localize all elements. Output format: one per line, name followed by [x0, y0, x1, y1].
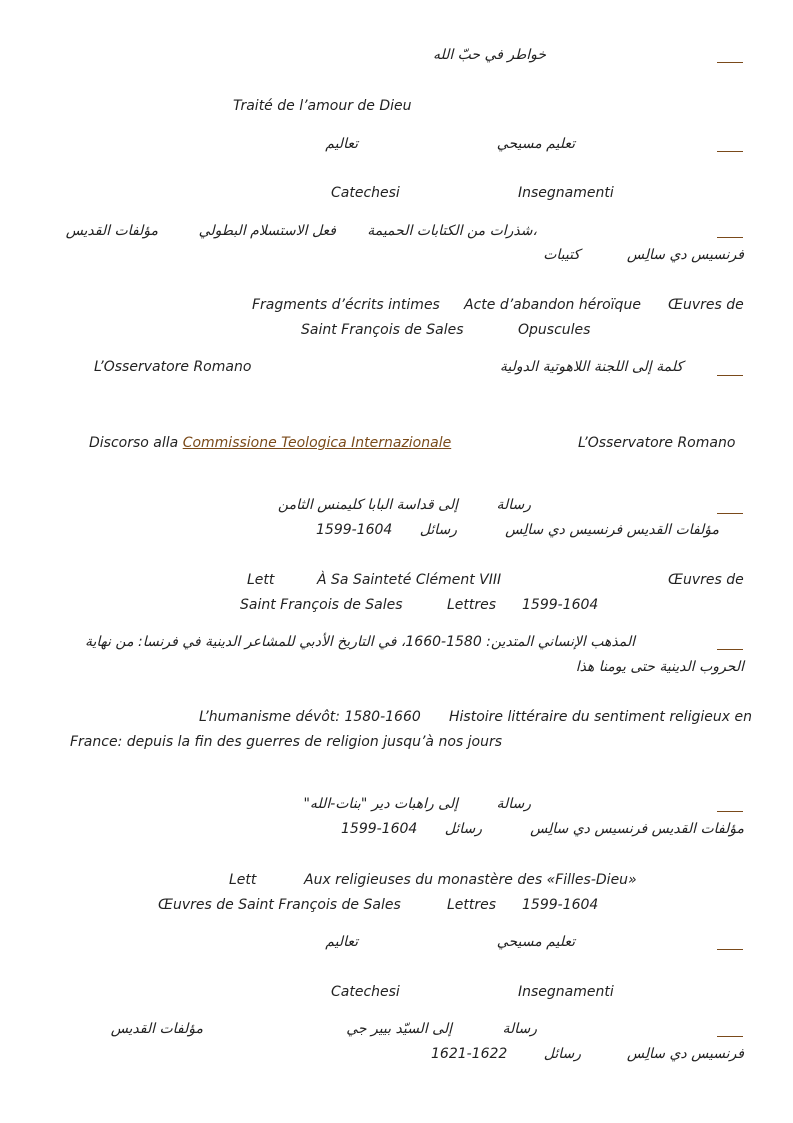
french-title: Aux religieuses du monastère des «Filles-Dieu»	[304, 872, 637, 888]
newspaper-name: L’Osservatore Romano	[578, 435, 736, 451]
french-title: Saint François de Sales	[240, 597, 403, 613]
arabic-title: مؤلفات القديس فرنسيس دي سالِس	[505, 522, 719, 538]
arabic-title: تعليم مسيحي	[496, 934, 575, 950]
arabic-title: رسالة	[496, 796, 531, 812]
french-title: L’humanisme dévôt: 1580-1660	[199, 709, 421, 725]
arabic-title: الحروب الدينية حتى يومنا هذا	[575, 659, 744, 675]
arabic-title: ،شذرات من الكتابات الحميمة	[367, 223, 537, 239]
footnote-rule	[717, 375, 743, 376]
arabic-title: إلى راهبات دير "بنات-الله"	[303, 796, 458, 812]
arabic-title: كلمة إلى اللجنة اللاهوتية الدولية	[499, 359, 683, 375]
french-title: À Sa Sainteté Clément VIII	[317, 572, 502, 588]
date-range: 1621-1622	[431, 1046, 508, 1062]
footnote-rule	[717, 811, 743, 812]
footnote-rule	[717, 649, 743, 650]
french-title: Catechesi	[331, 984, 400, 1000]
french-title: Lett	[229, 872, 257, 888]
arabic-title: مؤلفات القديس	[110, 1021, 203, 1037]
french-title: Lettres	[447, 897, 497, 913]
footnote-rule	[717, 237, 743, 238]
arabic-title: رسائل	[419, 522, 457, 538]
newspaper-name: L’Osservatore Romano	[94, 359, 252, 375]
arabic-title: رسالة	[502, 1021, 537, 1037]
footnote-rule	[717, 949, 743, 950]
french-title: Histoire littéraire du sentiment religieux en	[449, 709, 752, 725]
footnote-rule	[717, 513, 743, 514]
arabic-title: فرنسيس دي سالِس	[626, 247, 744, 263]
arabic-title: فرنسيس دي سالِس	[626, 1046, 744, 1062]
commission-link[interactable]: Commissione Teologica Internazionale	[182, 435, 452, 451]
french-title: Œuvres de	[668, 297, 744, 313]
french-title: Insegnamenti	[518, 185, 614, 201]
arabic-title: فعل الاستسلام البطولي	[198, 223, 336, 239]
footnote-rule	[717, 1036, 743, 1037]
french-title: France: depuis la fin des guerres de religion jusqu’à nos jours	[70, 734, 503, 750]
arabic-title: مؤلفات القديس فرنسيس دي سالِس	[530, 821, 744, 837]
date-range: 1599-1604	[341, 821, 418, 837]
arabic-title: المذهب الإنساني المتدين: 1580-1660، في التاريخ الأدبي للمشاعر الدينية في فرنسا: من نهاية	[84, 634, 635, 650]
footnote-rule	[717, 151, 743, 152]
french-title: Lett	[247, 572, 275, 588]
arabic-title: كتيبات	[543, 247, 580, 263]
date-range: 1599-1604	[522, 597, 599, 613]
date-range: 1599-1604	[316, 522, 393, 538]
arabic-title: إلى قداسة البابا كليمنس الثامن	[277, 497, 458, 513]
arabic-title: رسائل	[444, 821, 482, 837]
arabic-title: رسالة	[496, 497, 531, 513]
arabic-title: خواطر في حبّ الله	[432, 47, 546, 63]
french-title: Traité de l’amour de Dieu	[233, 98, 412, 114]
date-range: 1599-1604	[522, 897, 599, 913]
french-title: Opuscules	[518, 322, 591, 338]
french-title: Acte d’abandon héroïque	[464, 297, 641, 313]
arabic-title: مؤلفات القديس	[65, 223, 158, 239]
arabic-title: تعاليم	[325, 934, 358, 950]
french-title: Catechesi	[331, 185, 400, 201]
footnote-rule	[717, 62, 743, 63]
arabic-title: تعاليم	[325, 136, 358, 152]
french-title: Saint François de Sales	[301, 322, 464, 338]
french-title: Œuvres de	[668, 572, 744, 588]
french-title: Lettres	[447, 597, 497, 613]
french-title: Insegnamenti	[518, 984, 614, 1000]
french-title: Fragments d’écrits intimes	[252, 297, 440, 313]
arabic-title: تعليم مسيحي	[496, 136, 575, 152]
arabic-title: إلى السيّد بيير جي	[346, 1021, 452, 1037]
french-title: Œuvres de Saint François de Sales	[158, 897, 401, 913]
arabic-title: رسائل	[543, 1046, 581, 1062]
french-title: Discorso alla Commissione Teologica Internazionale	[89, 435, 452, 451]
